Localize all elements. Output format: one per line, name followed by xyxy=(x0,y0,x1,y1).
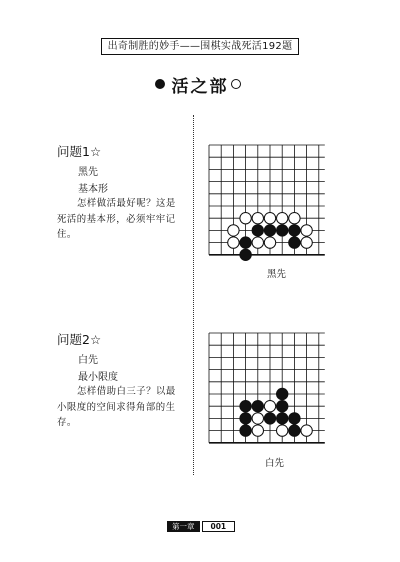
black-stone xyxy=(277,413,288,424)
black-stone xyxy=(277,401,288,412)
black-stone xyxy=(277,388,288,399)
page-footer xyxy=(167,521,235,532)
white-stone xyxy=(301,237,312,248)
black-stone xyxy=(252,401,263,412)
problem-2-description: 怎样借助白三子？以最小限度的空间求得角部的生存。 xyxy=(57,386,176,428)
problem-1-category: 基本形 xyxy=(78,184,108,195)
book-title-banner: 出奇制胜的妙手——围棋实战死活192题 xyxy=(101,38,299,55)
problem-2-title: 问题2☆ xyxy=(57,332,102,347)
white-stone xyxy=(252,237,263,248)
black-stone xyxy=(252,225,263,236)
black-stone xyxy=(289,225,300,236)
white-stone xyxy=(277,213,288,224)
white-stone xyxy=(301,425,312,436)
white-stone xyxy=(264,401,275,412)
black-stone xyxy=(240,237,251,248)
problem-1-board xyxy=(200,140,360,265)
white-stone xyxy=(228,237,239,248)
chapter-label: 第一章 xyxy=(167,521,200,532)
problem-2-board xyxy=(200,328,360,448)
problem-1-caption: 黑先 xyxy=(267,269,287,280)
black-stone xyxy=(277,225,288,236)
problem-1-description: 怎样做活最好呢？这是死活的基本形，必须牢牢记住。 xyxy=(57,198,176,240)
black-stone xyxy=(264,225,275,236)
black-stone xyxy=(289,425,300,436)
white-stone xyxy=(277,425,288,436)
black-stone xyxy=(240,425,251,436)
black-stone xyxy=(240,401,251,412)
section-title: 活之部 xyxy=(171,77,229,97)
column-divider xyxy=(193,115,194,475)
white-stone-symbol xyxy=(231,79,241,89)
white-stone xyxy=(301,225,312,236)
problem-2-category: 最小限度 xyxy=(78,372,118,383)
white-stone xyxy=(289,213,300,224)
problem-2-caption: 白先 xyxy=(265,458,285,469)
white-stone xyxy=(264,213,275,224)
page-number: 001 xyxy=(202,521,236,532)
white-stone xyxy=(252,425,263,436)
black-stone xyxy=(289,237,300,248)
white-stone xyxy=(264,237,275,248)
black-stone xyxy=(240,249,251,260)
problem-1-to-play: 黑先 xyxy=(78,167,98,178)
black-stone xyxy=(240,413,251,424)
white-stone xyxy=(252,413,263,424)
black-stone xyxy=(264,413,275,424)
problem-2-to-play: 白先 xyxy=(78,355,98,366)
problem-1-title: 问题1☆ xyxy=(57,144,102,159)
white-stone xyxy=(228,225,239,236)
white-stone xyxy=(252,213,263,224)
white-stone xyxy=(240,213,251,224)
black-stone xyxy=(289,413,300,424)
